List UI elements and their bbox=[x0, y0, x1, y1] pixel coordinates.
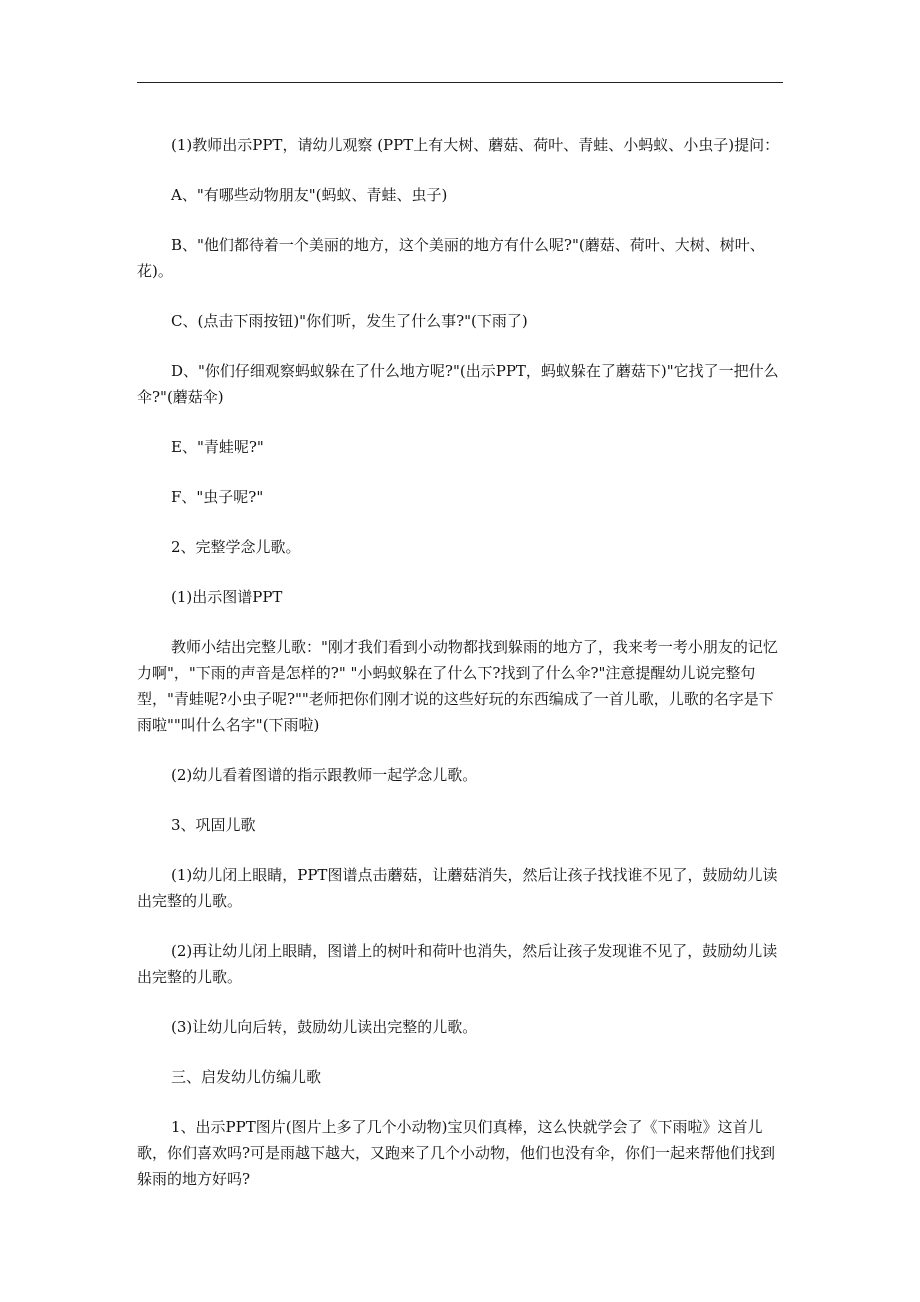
paragraph-follow-chart: (2)幼儿看着图谱的指示跟教师一起学念儿歌。 bbox=[171, 766, 478, 784]
paragraph-question-a: A、"有哪些动物朋友"(蚂蚁、青蛙、虫子) bbox=[171, 186, 448, 204]
document-body bbox=[137, 132, 785, 1216]
paragraph-question-d: D、"你们仔细观察蚂蚁躲在了什么地方呢?"(出示PPT，蚂蚁躲在了蘑菇下)"它找了一把什么伞?"(蘑菇伞) bbox=[137, 362, 779, 406]
paragraph-close-eyes-mushroom: (1)幼儿闭上眼睛，PPT图谱点击蘑菇，让蘑菇消失，然后让孩子找找谁不见了，鼓励幼儿读出完整的儿歌。 bbox=[137, 866, 778, 910]
paragraph-show-more-animals: 1、出示PPT图片(图片上多了几个小动物)宝贝们真棒，这么快就学会了《下雨啦》这首儿歌，你们喜欢吗?可是雨越下越大，又跑来了几个小动物，他们也没有伞，你们一起来帮他们找到躲雨的地方好吗? bbox=[137, 1118, 776, 1188]
paragraph-question-c: C、(点击下雨按钮)"你们听，发生了什么事?"(下雨了) bbox=[171, 312, 528, 330]
section-heading-learn-song: 2、完整学念儿歌。 bbox=[171, 538, 301, 556]
section-heading-adapt-song: 三、启发幼儿仿编儿歌 bbox=[171, 1068, 322, 1086]
header-rule bbox=[137, 82, 783, 83]
paragraph-question-f: F、"虫子呢?" bbox=[171, 488, 264, 506]
paragraph-show-chart: (1)出示图谱PPT bbox=[171, 588, 283, 606]
paragraph-question-b: B、"他们都待着一个美丽的地方，这个美丽的地方有什么呢?"(蘑菇、荷叶、大树、树叶、花)。 bbox=[137, 236, 765, 280]
section-heading-consolidate: 3、巩固儿歌 bbox=[171, 816, 256, 834]
paragraph-teacher-summary: 教师小结出完整儿歌："刚才我们看到小动物都找到躲雨的地方了，我来考一考小朋友的记忆力啊"，"下雨的声音是怎样的?" "小蚂蚁躲在了什么下?找到了什么伞?"注意提醒幼儿说完整句型，"青蛙呢?小虫子呢?""老师把你们刚才说的这些好玩的东西编成了一首儿歌，儿歌的名字是下雨啦""叫什么名字"(下雨啦) bbox=[137, 638, 778, 734]
paragraph-observe-ppt: (1)教师出示PPT，请幼儿观察 (PPT上有大树、蘑菇、荷叶、青蛙、小蚂蚁、小虫子)提问： bbox=[171, 136, 780, 154]
paragraph-turn-around: (3)让幼儿向后转，鼓励幼儿读出完整的儿歌。 bbox=[171, 1018, 478, 1036]
paragraph-question-e: E、"青蛙呢?" bbox=[171, 438, 264, 456]
paragraph-close-eyes-leaves: (2)再让幼儿闭上眼睛，图谱上的树叶和荷叶也消失，然后让孩子发现谁不见了，鼓励幼儿读出完整的儿歌。 bbox=[137, 942, 778, 986]
